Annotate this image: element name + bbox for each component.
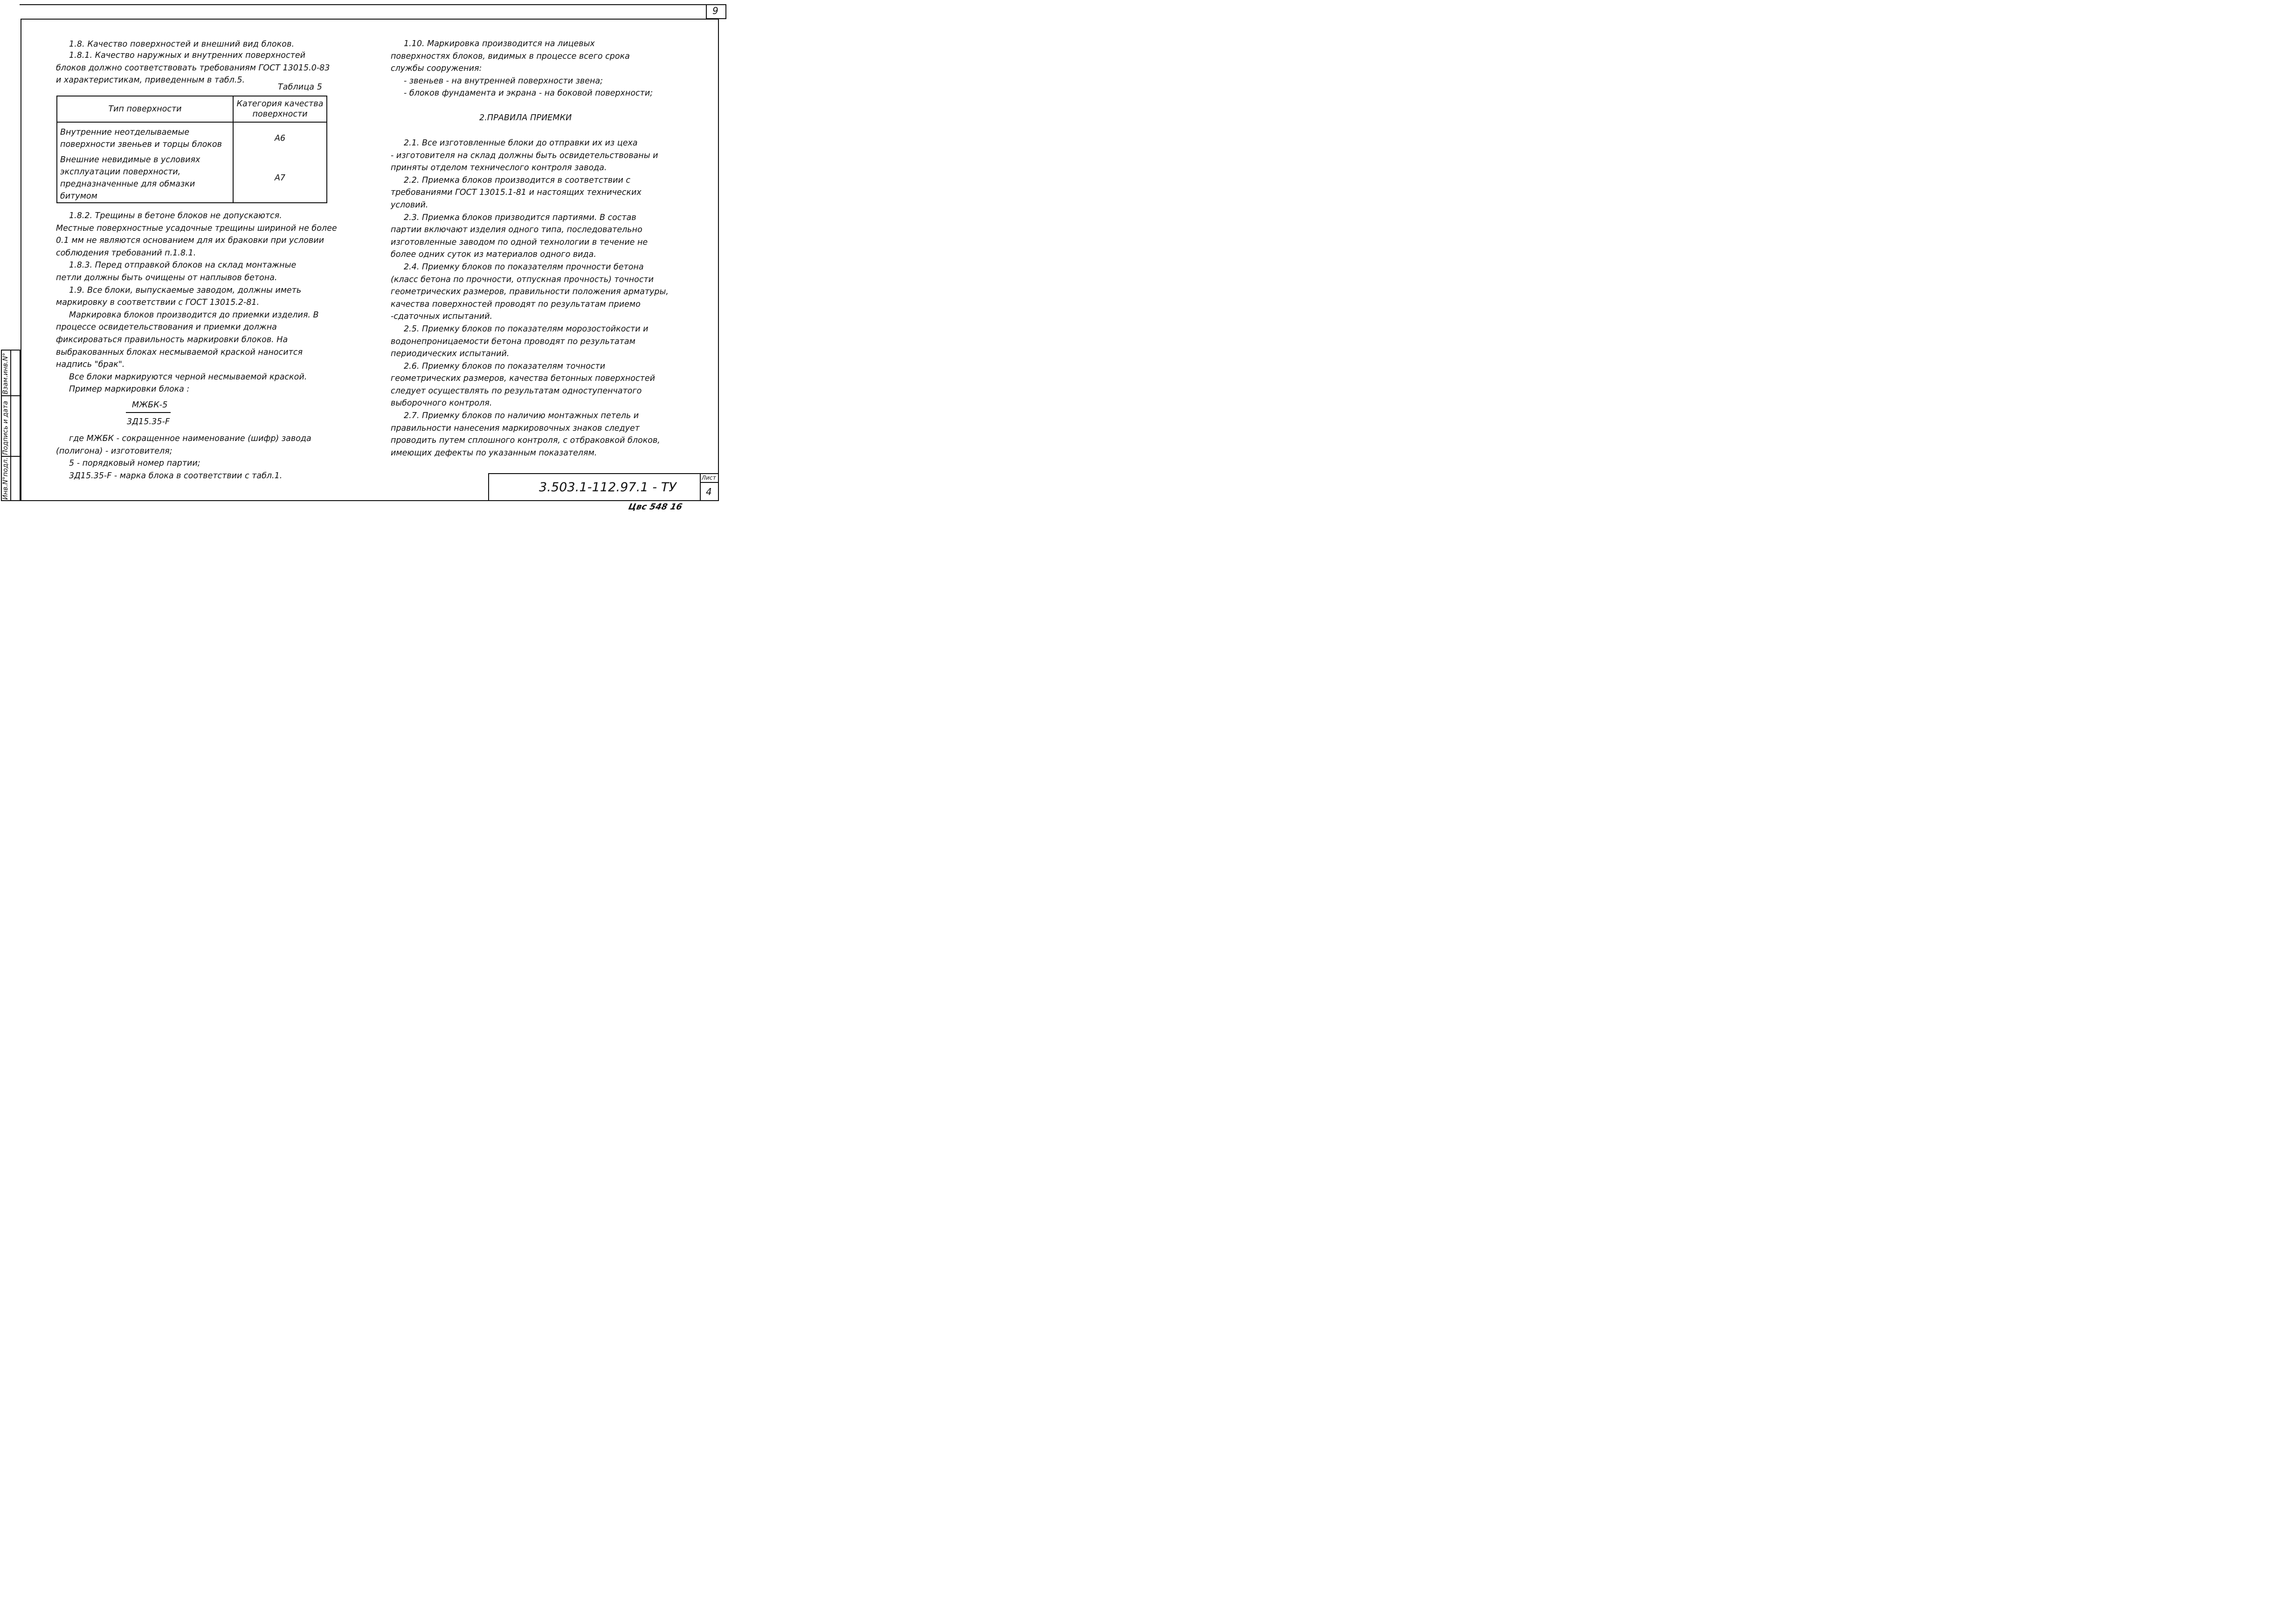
text-line: выбракованных блоках несмываемой краской наносится: [56, 347, 303, 357]
section-2-title: 2.ПРАВИЛА ПРИЕМКИ: [479, 113, 572, 123]
handwritten-note: Цвс 548 16: [627, 502, 683, 512]
text-line: соблюдения требований п.1.8.1.: [56, 248, 196, 258]
side-stamp-divider: [1, 395, 21, 396]
text-line: 2.4. Приемку блоков по показателям прочности бетона: [404, 262, 644, 272]
top-border-line: [20, 4, 707, 5]
text-line: 1.8.1. Качество наружных и внутренних поверхностей: [69, 51, 305, 60]
side-stamp-divider: [10, 350, 11, 501]
text-line: петли должны быть очищены от наплывов бетона.: [56, 273, 277, 282]
text-line: фиксироваться правильность маркировки блоков. На: [56, 335, 288, 344]
quality-table: [56, 96, 327, 203]
fraction-line: [126, 412, 171, 413]
title-block-divider: [700, 482, 719, 483]
text-line: (класс бетона по прочности, отпускная прочность) точности: [391, 275, 654, 284]
marking-fraction-top: МЖБК-5: [132, 400, 168, 410]
sheet-number: 4: [706, 486, 712, 497]
section-2-body: [391, 137, 669, 459]
document-code: 3.503.1-112.97.1 - ТУ: [539, 480, 676, 495]
text-line: геометрических размеров, качества бетонных поверхностей: [391, 374, 655, 384]
text-line: водонепроницаемости бетона проводят по результатам: [391, 337, 635, 346]
text-line: надпись "брак".: [56, 360, 125, 370]
text-line: периодических испытаний.: [391, 349, 510, 359]
cell-line: Внешние невидимые в условиях: [60, 155, 200, 165]
text-line: геометрических размеров, правильности положения арматуры,: [391, 287, 669, 297]
text-line: где МЖБК - сокращенное наименование (шифр) завода: [69, 434, 311, 443]
title-block-divider: [700, 473, 701, 501]
side-stamp-inv-podl: Инв.N°подл.: [2, 457, 9, 500]
table-cell-category: А7: [233, 154, 327, 203]
text-line: приняты отделом техничеслого контроля завода.: [391, 163, 607, 173]
marking-fraction-bottom: 3Д15.35-F: [127, 417, 170, 427]
text-line: 2.3. Приемка блоков призводится партиями. В состав: [404, 213, 636, 222]
side-stamp-inv-zam: Взам.инв.N°: [2, 352, 9, 394]
text-line: проводить путем сплошного контроля, с отбраковкой блоков,: [391, 436, 660, 446]
text-line: и характеристикам, приведенным в табл.5.: [56, 76, 245, 85]
left-body-text: [56, 210, 337, 396]
text-line: качества поверхностей проводят по результатам приемо: [391, 299, 641, 309]
table-cell-type: [57, 154, 233, 203]
cell-line: предназначенные для обмазки битумом: [60, 179, 195, 201]
text-line: выборочного контроля.: [391, 399, 492, 408]
section-1-8-title: 1.8. Качество поверхностей и внешний вид блоков.: [69, 40, 295, 49]
text-line: - блоков фундамента и экрана - на боковой поверхности;: [404, 89, 653, 98]
text-line: требованиями ГОСТ 13015.1-81 и настоящих технических: [391, 188, 642, 198]
marking-legend: [56, 433, 311, 482]
text-line: 1.8.3. Перед отправкой блоков на склад монтажные: [69, 261, 297, 270]
text-line: поверхностях блоков, видимых в процессе всего срока: [391, 51, 630, 61]
text-line: процессе освидетельствования и приемки должна: [56, 323, 277, 332]
text-line: - звеньев - на внутренней поверхности звена;: [404, 76, 603, 86]
text-line: маркировку в соответствии с ГОСТ 13015.2-81.: [56, 298, 260, 308]
text-line: партии включают изделия одного типа, последовательно: [391, 225, 642, 235]
text-line: 1.9. Все блоки, выпускаемые заводом, должны иметь: [69, 285, 302, 295]
text-line: изготовленные заводом по одной технологии в течение не: [391, 237, 648, 247]
text-line: Местные поверхностные усадочные трещины шириной не более: [56, 223, 337, 233]
text-line: 1.8.2. Трещины в бетоне блоков не допускаются.: [69, 211, 282, 220]
table-caption: Таблица 5: [278, 83, 322, 92]
cell-line: эксплуатации поверхности,: [60, 167, 181, 177]
section-1-8-1: [56, 49, 330, 87]
table-header-category: Категория качества поверхности: [233, 96, 327, 122]
side-stamp-divider: [1, 456, 21, 457]
text-line: 2.2. Приемка блоков производится в соответствии с: [404, 175, 631, 185]
page-number: 9: [712, 5, 718, 16]
text-line: службы сооружения:: [391, 64, 482, 74]
text-line: более одних суток из материалов одного вида.: [391, 250, 596, 260]
sheet-label: Лист: [702, 475, 716, 481]
text-line: 3Д15.35-F - марка блока в соответствии с табл.1.: [69, 471, 283, 481]
text-line: имеющих дефекты по указанным показателям.: [391, 448, 597, 458]
text-line: блоков должно соответствовать требованиям ГОСТ 13015.0-83: [56, 63, 330, 73]
section-1-10: [391, 38, 653, 100]
side-stamp-sign-date: Подпись и дата: [2, 401, 9, 455]
text-line: -сдаточных испытаний.: [391, 312, 493, 322]
table-cell-category: А6: [233, 122, 327, 154]
cell-line: поверхности звеньев и торцы блоков: [60, 139, 222, 149]
text-line: следует осуществлять по результатам одноступенчатого: [391, 386, 642, 396]
text-line: условий.: [391, 200, 428, 210]
text-line: Пример маркировки блока :: [69, 385, 190, 394]
text-line: 0.1 мм не являются основанием для их браковки при условии: [56, 236, 324, 246]
text-line: 5 - порядковый номер партии;: [69, 459, 200, 468]
text-line: (полигона) - изготовителя;: [56, 446, 173, 456]
text-line: 2.7. Приемку блоков по наличию монтажных петель и: [404, 411, 639, 421]
text-line: 2.6. Приемку блоков по показателям точности: [404, 361, 606, 371]
text-line: Маркировка блоков производится до приемки изделия. В: [69, 310, 319, 320]
text-line: 1.10. Маркировка производится на лицевых: [404, 39, 595, 48]
text-line: 2.1. Все изготовленные блоки до отправки их из цеха: [404, 138, 638, 148]
table-cell-type: [57, 122, 233, 154]
cell-line: Внутренние неотделываемые: [60, 127, 190, 137]
text-line: Все блоки маркируются черной несмываемой краской.: [69, 372, 307, 382]
table-header-type: Тип поверхности: [57, 96, 233, 122]
text-line: правильности нанесения маркировочных знаков следует: [391, 423, 640, 433]
text-line: - изготовителя на склад должны быть освидетельствованы и: [391, 151, 658, 160]
text-line: 2.5. Приемку блоков по показателям морозостойкости и: [404, 324, 649, 334]
